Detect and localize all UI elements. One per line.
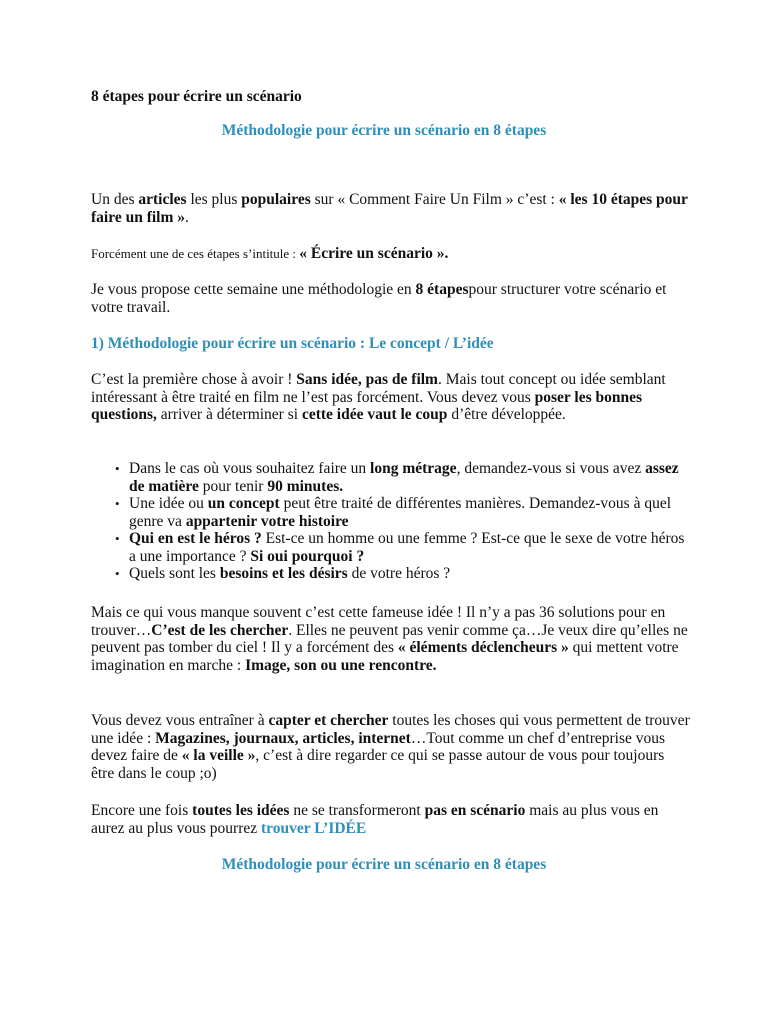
text-run: Dans le cas où vous souhaitez faire un bbox=[129, 460, 371, 477]
text-run: Vous devez vous entraîner à bbox=[91, 712, 269, 729]
paragraph-concept bbox=[91, 371, 691, 424]
paragraph-conclusion bbox=[91, 802, 691, 837]
bold-text: Image, son ou une rencontre. bbox=[245, 656, 437, 674]
bold-text: articles bbox=[138, 191, 187, 208]
bold-text: Sans idée, pas de film bbox=[296, 371, 438, 388]
text-run: arriver à déterminer si bbox=[156, 406, 302, 423]
bold-text: Si oui pourquoi ? bbox=[250, 547, 365, 565]
text-run: qui mettent votre imagination en marche : bbox=[91, 639, 679, 674]
text-run: ne se transformeront bbox=[289, 802, 425, 819]
paragraph-idea-search bbox=[91, 604, 691, 674]
text-run: pour tenir bbox=[198, 477, 268, 495]
text-run: de votre héros ? bbox=[347, 565, 451, 582]
paragraph-step bbox=[91, 245, 691, 263]
text-run: Forcément une de ces étapes s’intitule : bbox=[91, 246, 300, 261]
text-run: C’est la première chose à avoir ! bbox=[91, 371, 297, 388]
bold-text: « éléments déclencheurs » bbox=[397, 639, 569, 656]
bold-text: Magazines, journaux, articles, internet bbox=[155, 729, 411, 747]
text-run: Est-ce un homme ou une femme ? Est-ce que le sexe de votre héros a une importance ? bbox=[129, 530, 685, 565]
text-run: . Elles ne peuvent pas venir comme ça…Je veux dire qu’elles ne peuvent pas tomber du ciel ! Il y a forcément des bbox=[91, 621, 688, 656]
text-run: , c’est à dire regarder ce qui se passe autour de vous pour toujours être dans le coup ;o) bbox=[91, 747, 665, 782]
text-run: …Tout comme un chef d’entreprise vous devez faire de bbox=[91, 729, 666, 764]
question-list bbox=[91, 460, 691, 583]
bold-text: capter et chercher bbox=[268, 712, 389, 729]
text-run: mais au plus vous en aurez au plus vous pourrez bbox=[91, 802, 659, 837]
footer-link[interactable]: Méthodologie pour écrire un scénario en 8 étapes bbox=[221, 856, 547, 873]
text-run: les plus bbox=[186, 191, 242, 208]
bold-text: pas en scénario bbox=[424, 802, 526, 819]
document-title: 8 étapes pour écrire un scénario bbox=[91, 88, 302, 105]
bold-text: toutes les idées bbox=[192, 802, 290, 819]
paragraph-training bbox=[91, 712, 691, 782]
bold-text: besoins et les désirs bbox=[219, 565, 348, 582]
bold-text: populaires bbox=[241, 191, 311, 208]
text-run: . bbox=[185, 208, 189, 226]
bold-text: 8 étapes bbox=[415, 281, 469, 298]
bold-text: poser les bonnes questions, bbox=[91, 388, 642, 423]
bold-text: 90 minutes. bbox=[267, 477, 344, 495]
bold-text: « les 10 étapes pour faire un film » bbox=[91, 191, 688, 226]
text-run: pour structurer votre scénario et votre travail. bbox=[91, 281, 667, 316]
text-run: Une idée ou bbox=[129, 495, 208, 512]
list-item bbox=[91, 460, 691, 495]
text-run: , demandez-vous si vous avez bbox=[456, 460, 646, 477]
bold-text: C’est de les chercher bbox=[151, 621, 289, 639]
paragraph-proposal bbox=[91, 281, 691, 316]
text-run: sur « Comment Faire Un Film » c’est : bbox=[310, 191, 559, 208]
list-item bbox=[91, 565, 691, 583]
text-run: Quels sont les bbox=[129, 565, 220, 582]
bold-text: cette idée vaut le coup bbox=[301, 406, 448, 423]
text-run: d’être développée. bbox=[447, 406, 566, 423]
section-heading-concept: 1) Méthodologie pour écrire un scénario : Le concept / L’idée bbox=[91, 335, 494, 352]
bold-text: appartenir votre histoire bbox=[185, 512, 349, 530]
bold-text: « Écrire un scénario ». bbox=[299, 245, 449, 262]
text-run: Mais ce qui vous manque souvent c’est cette fameuse idée ! Il n’y a pas 36 solutions pour en trouver… bbox=[91, 604, 666, 639]
paragraph-intro bbox=[91, 191, 691, 226]
bold-text: un concept bbox=[207, 495, 280, 512]
text-run: Je vous propose cette semaine une méthodologie en bbox=[91, 281, 416, 298]
bold-text: Qui en est le héros ? bbox=[129, 530, 262, 547]
text-run: peut être traité de différentes manières. Demandez-vous à quel genre va bbox=[129, 495, 672, 530]
text-run: toutes les choses qui vous permettent de trouver une idée : bbox=[91, 712, 690, 747]
list-item bbox=[91, 530, 691, 565]
text-run: . Mais tout concept ou idée semblant intéressant à être traité en film ne l’est pas forcément. Vous devez vous bbox=[91, 371, 666, 406]
text-run: Encore une fois bbox=[91, 802, 193, 819]
subtitle-link[interactable]: Méthodologie pour écrire un scénario en 8 étapes bbox=[221, 122, 547, 139]
bold-text: « la veille » bbox=[181, 747, 256, 764]
bold-text: long métrage bbox=[370, 460, 457, 477]
text-run: Un des bbox=[91, 191, 139, 208]
find-idea-link[interactable]: trouver L’IDÉE bbox=[261, 819, 367, 837]
bold-text: assez de matière bbox=[129, 460, 679, 495]
list-item bbox=[91, 495, 691, 530]
